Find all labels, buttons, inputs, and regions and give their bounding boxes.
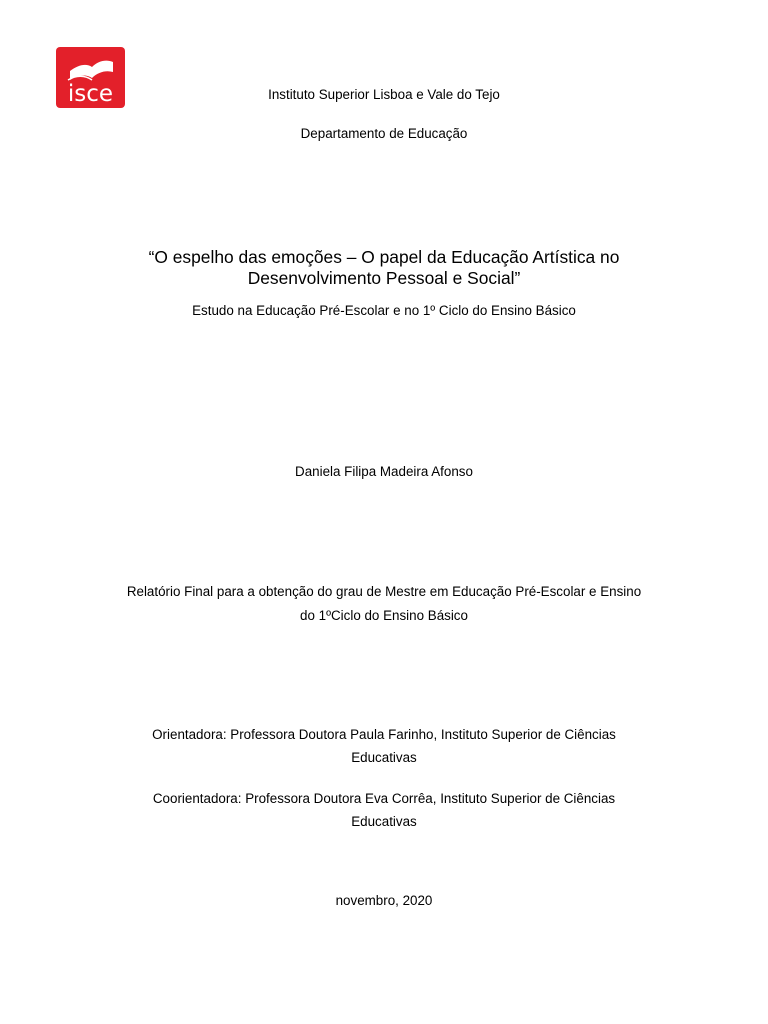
institute-name: Instituto Superior Lisboa e Vale do Tejo bbox=[268, 87, 500, 102]
supervisor-line-1: Orientadora: Professora Doutora Paula Farinho, Instituto Superior de Ciências bbox=[152, 727, 616, 742]
report-description-line-2: do 1ºCiclo do Ensino Básico bbox=[300, 608, 468, 623]
document-title-line-2: Desenvolvimento Pessoal e Social” bbox=[247, 268, 521, 288]
logo-text: isce bbox=[67, 81, 114, 107]
cosupervisor-line-2: Educativas bbox=[351, 814, 417, 829]
document-title-line-1: “O espelho das emoções – O papel da Educação Artística no bbox=[148, 247, 620, 267]
supervisor-line-2: Educativas bbox=[351, 750, 417, 765]
author-name: Daniela Filipa Madeira Afonso bbox=[295, 464, 473, 479]
department-name: Departamento de Educação bbox=[300, 126, 468, 141]
document-date: novembro, 2020 bbox=[335, 893, 433, 908]
document-subtitle: Estudo na Educação Pré-Escolar e no 1º Ciclo do Ensino Básico bbox=[192, 303, 576, 318]
cosupervisor-line-1: Coorientadora: Professora Doutora Eva Corrêa, Instituto Superior de Ciências bbox=[152, 791, 616, 806]
report-description-line-1: Relatório Final para a obtenção do grau de Mestre em Educação Pré-Escolar e Ensino bbox=[126, 584, 642, 599]
